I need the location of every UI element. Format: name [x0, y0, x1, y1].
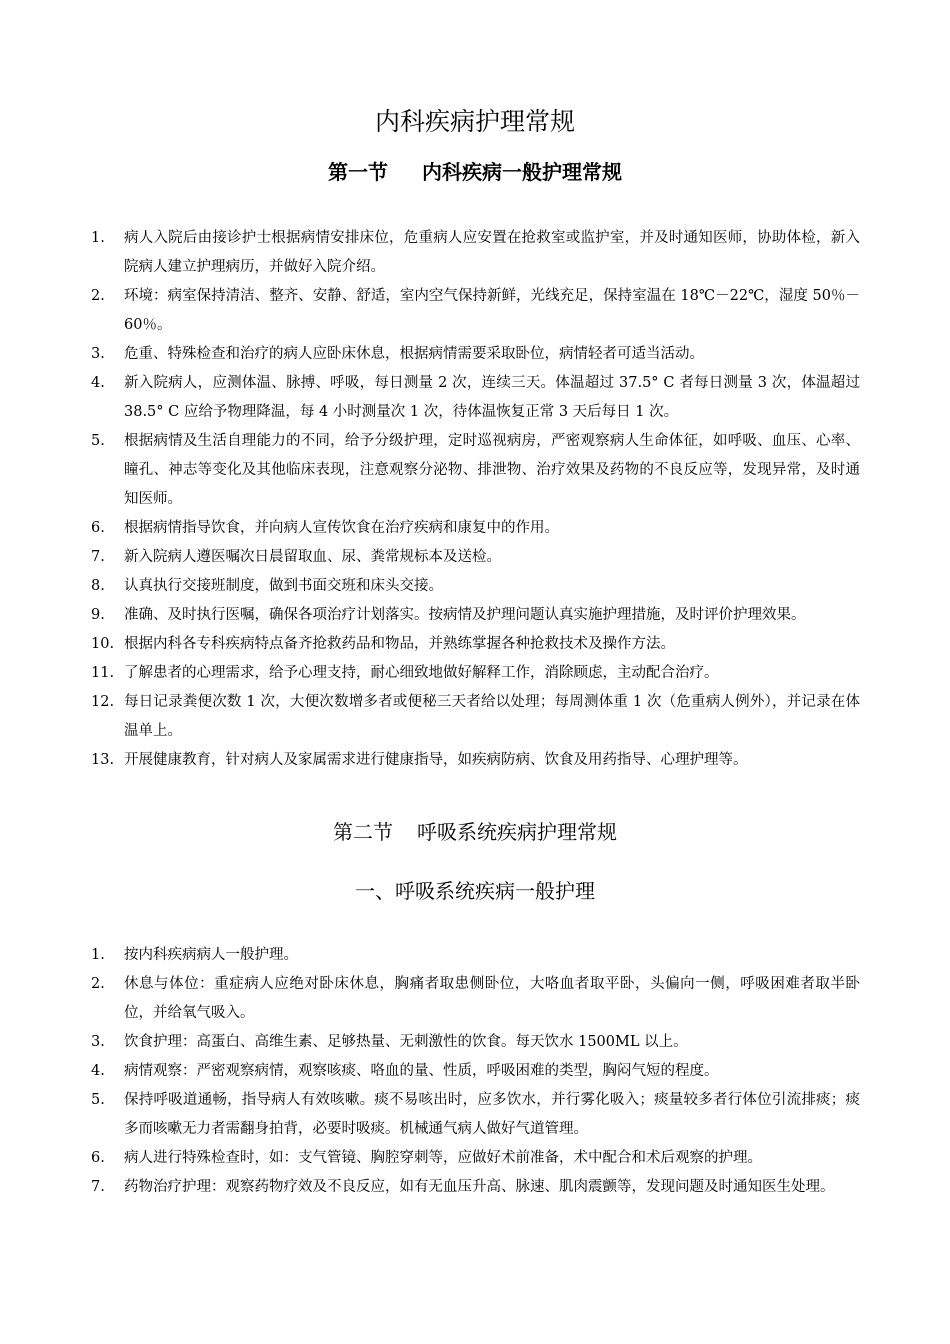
list-item-number: 13.	[91, 752, 115, 768]
list-item-text: 根据病情指导饮食，并向病人宣传饮食在治疗疾病和康复中的作用。	[124, 520, 559, 536]
list-item-number: 8.	[91, 578, 105, 594]
list-item-number: 9.	[91, 607, 105, 623]
list-item-text: 根据病情及生活自理能力的不同，给予分级护理，定时巡视病房，严密观察病人生命体征，如呼吸、血压、心率、瞳孔、神志等变化及其他临床表现，注意观察分泌物、排泄物、治疗效果及药物的不良反应等，发现异常，及时通知医师。	[124, 433, 860, 507]
list-item-text: 认真执行交接班制度，做到书面交班和床头交接。	[124, 578, 443, 594]
list-item	[0, 427, 950, 514]
list-item	[0, 1057, 950, 1086]
list-item	[0, 543, 950, 572]
document-title: 内科疾病护理常规	[374, 106, 575, 136]
list-item-number: 7.	[91, 1179, 105, 1195]
section-2-list	[0, 941, 950, 1202]
list-item-text: 病情观察：严密观察病情，观察咳痰、咯血的量、性质，呼吸困难的类型，胸闷气短的程度。	[124, 1063, 719, 1079]
list-item-number: 4.	[91, 375, 105, 391]
list-item	[0, 514, 950, 543]
list-item	[0, 369, 950, 427]
section-1-heading	[0, 157, 950, 187]
section-1-list	[0, 224, 950, 775]
list-item-text: 饮食护理：高蛋白、高维生素、足够热量、无刺激性的饮食。每天饮水 1500ML 以上。	[124, 1034, 688, 1050]
list-item	[0, 282, 950, 340]
list-item	[0, 970, 950, 1028]
list-item-number: 1.	[91, 947, 105, 963]
list-item-text: 病人进行特殊检查时，如：支气管镜、胸腔穿刺等，应做好术前准备，术中配合和术后观察的护理。	[124, 1150, 762, 1166]
list-item-text: 准确、及时执行医嘱，确保各项治疗计划落实。按病情及护理问题认真实施护理措施，及时评价护理效果。	[124, 607, 806, 623]
list-item-text: 新入院病人，应测体温、脉搏、呼吸，每日测量 2 次，连续三天。体温超过 37.5° C 者每日测量 3 次，体温超过 38.5° C 应给予物理降温，每 4 小时测量次 1 次，待体温恢复正常 3 天后每日 1 次。	[124, 375, 860, 420]
list-item	[0, 630, 950, 659]
list-item	[0, 340, 950, 369]
list-item-text: 休息与体位：重症病人应绝对卧床休息，胸痛者取患侧卧位，大咯血者取平卧，头偏向一侧，呼吸困难者取半卧位，并给氧气吸入。	[124, 976, 860, 1021]
list-item-text: 开展健康教育，针对病人及家属需求进行健康指导，如疾病防病、饮食及用药指导、心理护理等。	[124, 752, 748, 768]
list-item-text: 新入院病人遵医嘱次日晨留取血、尿、粪常规标本及送检。	[124, 549, 501, 565]
list-item-number: 2.	[91, 976, 105, 992]
list-item-number: 7.	[91, 549, 105, 565]
list-item	[0, 941, 950, 970]
section-2-title: 呼吸系统疾病护理常规	[417, 820, 617, 844]
list-item-number: 10.	[91, 636, 115, 652]
list-item-text: 了解患者的心理需求，给予心理支持，耐心细致地做好解释工作，消除顾虑，主动配合治疗。	[124, 665, 719, 681]
list-item-number: 1.	[91, 230, 105, 246]
list-item	[0, 1173, 950, 1202]
list-item-number: 11.	[91, 665, 115, 681]
list-item-number: 3.	[91, 1034, 105, 1050]
section-1-label: 第一节	[328, 160, 388, 184]
list-item	[0, 224, 950, 282]
list-item-text: 危重、特殊检查和治疗的病人应卧床休息，根据病情需要采取卧位，病情轻者可适当活动。	[124, 346, 704, 362]
list-item-number: 6.	[91, 1150, 105, 1166]
list-item	[0, 1144, 950, 1173]
list-item-number: 2.	[91, 288, 105, 304]
list-item	[0, 746, 950, 775]
list-item-text: 根据内科各专科疾病特点备齐抢救药品和物品，并熟练掌握各种抢救技术及操作方法。	[124, 636, 675, 652]
section-1-title: 内科疾病一般护理常规	[422, 160, 622, 184]
list-item-text: 保持呼吸道通畅，指导病人有效咳嗽。痰不易咳出时，应多饮水，并行雾化吸入；痰量较多者行体位引流排痰；痰多而咳嗽无力者需翻身拍背，必要时吸痰。机械通气病人做好气道管理。	[124, 1092, 860, 1137]
list-item	[0, 1028, 950, 1057]
list-item	[0, 1086, 950, 1144]
subsection-heading: 一、呼吸系统疾病一般护理	[355, 879, 595, 903]
section-2-heading	[0, 817, 950, 847]
list-item-text: 药物治疗护理：观察药物疗效及不良反应，如有无血压升高、脉速、肌肉震颤等，发现问题及时通知医生处理。	[124, 1179, 835, 1195]
list-item	[0, 572, 950, 601]
list-item-text: 每日记录粪便次数 1 次，大便次数增多者或便秘三天者给以处理；每周测体重 1 次（危重病人例外），并记录在体温单上。	[124, 694, 860, 739]
list-item-number: 3.	[91, 346, 105, 362]
list-item-number: 5.	[91, 433, 105, 449]
list-item-text: 环境：病室保持清洁、整齐、安静、舒适，室内空气保持新鲜，光线充足，保持室温在 18℃－22℃，湿度 50％－60％。	[124, 288, 860, 333]
list-item-number: 6.	[91, 520, 105, 536]
section-2-label: 第二节	[333, 820, 393, 844]
list-item-number: 5.	[91, 1092, 105, 1108]
list-item	[0, 601, 950, 630]
list-item-text: 病人入院后由接诊护士根据病情安排床位，危重病人应安置在抢救室或监护室，并及时通知医师，协助体检，新入院病人建立护理病历，并做好入院介绍。	[124, 230, 860, 275]
list-item	[0, 659, 950, 688]
list-item-number: 4.	[91, 1063, 105, 1079]
list-item-text: 按内科疾病病人一般护理。	[124, 947, 298, 963]
list-item-number: 12.	[91, 694, 115, 710]
list-item	[0, 688, 950, 746]
